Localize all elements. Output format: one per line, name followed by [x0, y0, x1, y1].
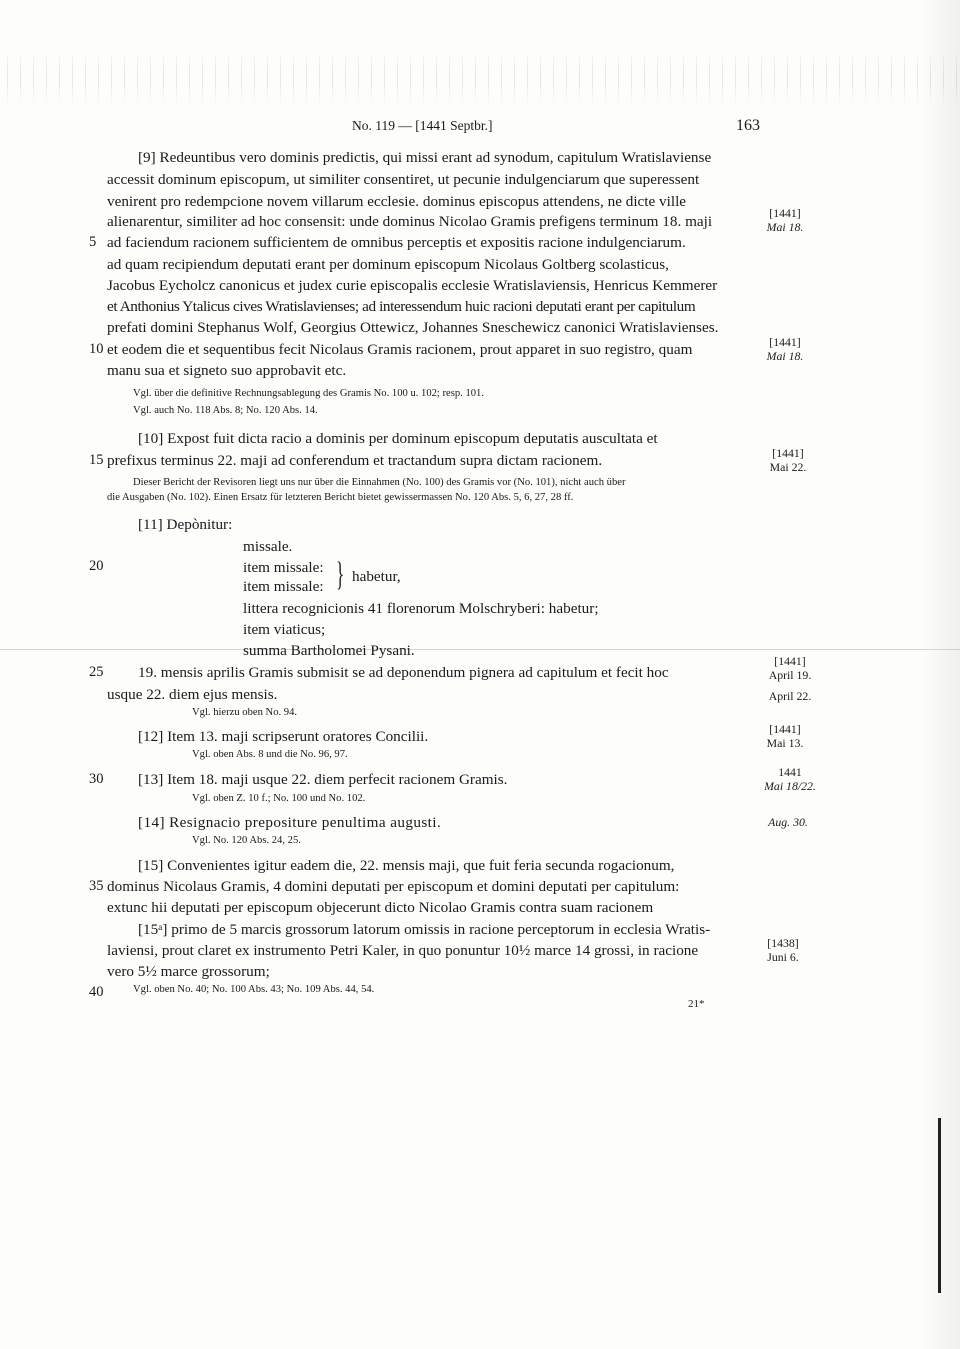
- footnote: Vgl. oben Abs. 8 und die No. 96, 97.: [192, 749, 348, 760]
- footnote: Vgl. über die definitive Rechnungsablegung des Gramis No. 100 u. 102; resp. 101.: [133, 388, 485, 399]
- margin-date: 1441 Mai 18/22.: [764, 765, 816, 793]
- margin-date: Aug. 30.: [768, 815, 808, 829]
- list-item: item missale:: [243, 578, 324, 595]
- line-number: 5: [89, 234, 97, 250]
- text-line: dominus Nicolaus Gramis, 4 domini deputati per episcopum et domini deputati per capitulum:: [107, 878, 680, 895]
- text-line: et Anthonius Ytalicus cives Wratislavienses; ad interessendum huic racioni deputati erant per capitulum: [107, 298, 696, 315]
- margin-date: [1441] Mai 18.: [766, 206, 804, 234]
- list-item: item missale:: [243, 559, 324, 576]
- text-line: [12] Item 13. maji scripserunt oratores Concilii.: [138, 728, 429, 745]
- text-line: ad quam recipiendum deputati erant per dominum episcopum Nicolaus Goltberg scolasticus,: [107, 256, 669, 273]
- text-line: alienarentur, similiter ad hoc consensit: unde dominus Nicolao Gramis prefigens terminum 18. maji: [107, 213, 713, 230]
- text-line: 19. mensis aprilis Gramis submisit se ad deponendum pignera ad capitulum et fecit hoc: [138, 664, 669, 681]
- list-item: littera recognicionis 41 florenorum Molschryberi: habetur;: [243, 600, 599, 617]
- brace-glyph: }: [336, 556, 345, 593]
- footnote: Vgl. oben No. 40; No. 100 Abs. 43; No. 109 Abs. 44, 54.: [133, 984, 375, 995]
- scan-binding-mark: [938, 1118, 941, 1293]
- line-number: 15: [89, 452, 104, 468]
- text-line: [11] Depònitur:: [138, 516, 233, 533]
- list-item: summa Bartholomei Pysani.: [243, 642, 415, 659]
- text-line: [15] Convenientes igitur eadem die, 22. mensis maji, que fuit feria secunda rogacionum,: [138, 857, 675, 874]
- running-head: No. 119 — [1441 Septbr.]: [352, 118, 493, 133]
- margin-date: [1441] Mai 22.: [769, 446, 807, 474]
- margin-date: [1441] Mai 18.: [766, 335, 804, 363]
- text-line: Jacobus Eycholcz canonicus et judex curie episcopalis ecclesie Wratislaviensis, Henricus Kemmerer: [107, 277, 718, 294]
- margin-date: [1438] Juni 6.: [767, 936, 799, 964]
- text-line: vero 5½ marce grossorum;: [107, 963, 270, 980]
- margin-date: [1441] April 19.: [768, 654, 812, 682]
- text-line: laviensi, prout claret ex instrumento Petri Kaler, in quo ponuntur 10½ marce 14 grossi, in racione: [107, 942, 699, 959]
- list-item: item viaticus;: [243, 621, 326, 638]
- text-line: [15ᵃ] primo de 5 marcis grossorum latorum omissis in racione perceptorum in ecclesia Wratis-: [138, 921, 711, 938]
- line-number: 25: [89, 664, 104, 680]
- line-number: 20: [89, 558, 104, 574]
- text-line: ad faciendum racionem sufficientem de omnibus perceptis et expositis racione indulgenciarum.: [107, 234, 686, 251]
- list-item: missale.: [243, 538, 293, 555]
- signature-mark: 21*: [688, 998, 705, 1010]
- text-line: extunc hii deputati per episcopum objecerunt dicto Nicolao Gramis contra suam racionem: [107, 899, 654, 916]
- text-line: manu sua et signeto suo approbavit etc.: [107, 362, 347, 379]
- text-line: usque 22. diem ejus mensis.: [107, 686, 278, 703]
- text-line: prefixus terminus 22. maji ad conferendum et tractandum supra dictam racionem.: [107, 452, 603, 469]
- scan-noise-band: [0, 50, 960, 105]
- text-line: et eodem die et sequentibus fecit Nicolaus Gramis racionem, prout apparet in suo registro, quam: [107, 341, 693, 358]
- margin-date: April 22.: [768, 689, 812, 703]
- text-line: [14] Resignacio prepositure penultima augusti.: [138, 814, 442, 831]
- margin-date: [1441] Mai 13.: [766, 722, 804, 750]
- line-number: 30: [89, 771, 104, 787]
- footnote: Vgl. auch No. 118 Abs. 8; No. 120 Abs. 14.: [133, 405, 318, 416]
- text-line: accessit dominum episcopum, ut similiter consentiret, ut pecunie indulgenciarum que superessent: [107, 171, 700, 188]
- footnote: Vgl. hierzu oben No. 94.: [192, 707, 298, 718]
- text-line: [10] Expost fuit dicta racio a dominis per dominum episcopum deputatis auscultata et: [138, 430, 658, 447]
- text-line: prefati domini Stephanus Wolf, Georgius Ottewicz, Johannes Sneschewicz canonici Wratislavienses.: [107, 319, 719, 336]
- text-line: venirent pro redempcione novem villarum ecclesie. dominus episcopus attendens, ne dicte ville: [107, 193, 687, 210]
- line-number: 35: [89, 878, 104, 894]
- footnote: Vgl. No. 120 Abs. 24, 25.: [192, 835, 301, 846]
- page-number: 163: [736, 117, 760, 134]
- text-line: [9] Redeuntibus vero dominis predictis, qui missi erant ad synodum, capitulum Wratislaviense: [138, 149, 712, 166]
- line-number: 40: [89, 984, 104, 1000]
- list-item: habetur,: [352, 568, 401, 585]
- scan-fold-line: [0, 649, 960, 650]
- footnote: Vgl. oben Z. 10 f.; No. 100 und No. 102.: [192, 793, 366, 804]
- line-number: 10: [89, 341, 104, 357]
- footnote: die Ausgaben (No. 102). Einen Ersatz für letzteren Bericht bietet gewissermassen No. 120 Abs. 5, 6, 27, 28 ff.: [107, 492, 574, 503]
- text-line: [13] Item 18. maji usque 22. diem perfecit racionem Gramis.: [138, 771, 508, 788]
- footnote: Dieser Bericht der Revisoren liegt uns nur über die Einnahmen (No. 100) des Gramis vor (No. 101), nicht auch über: [133, 477, 626, 488]
